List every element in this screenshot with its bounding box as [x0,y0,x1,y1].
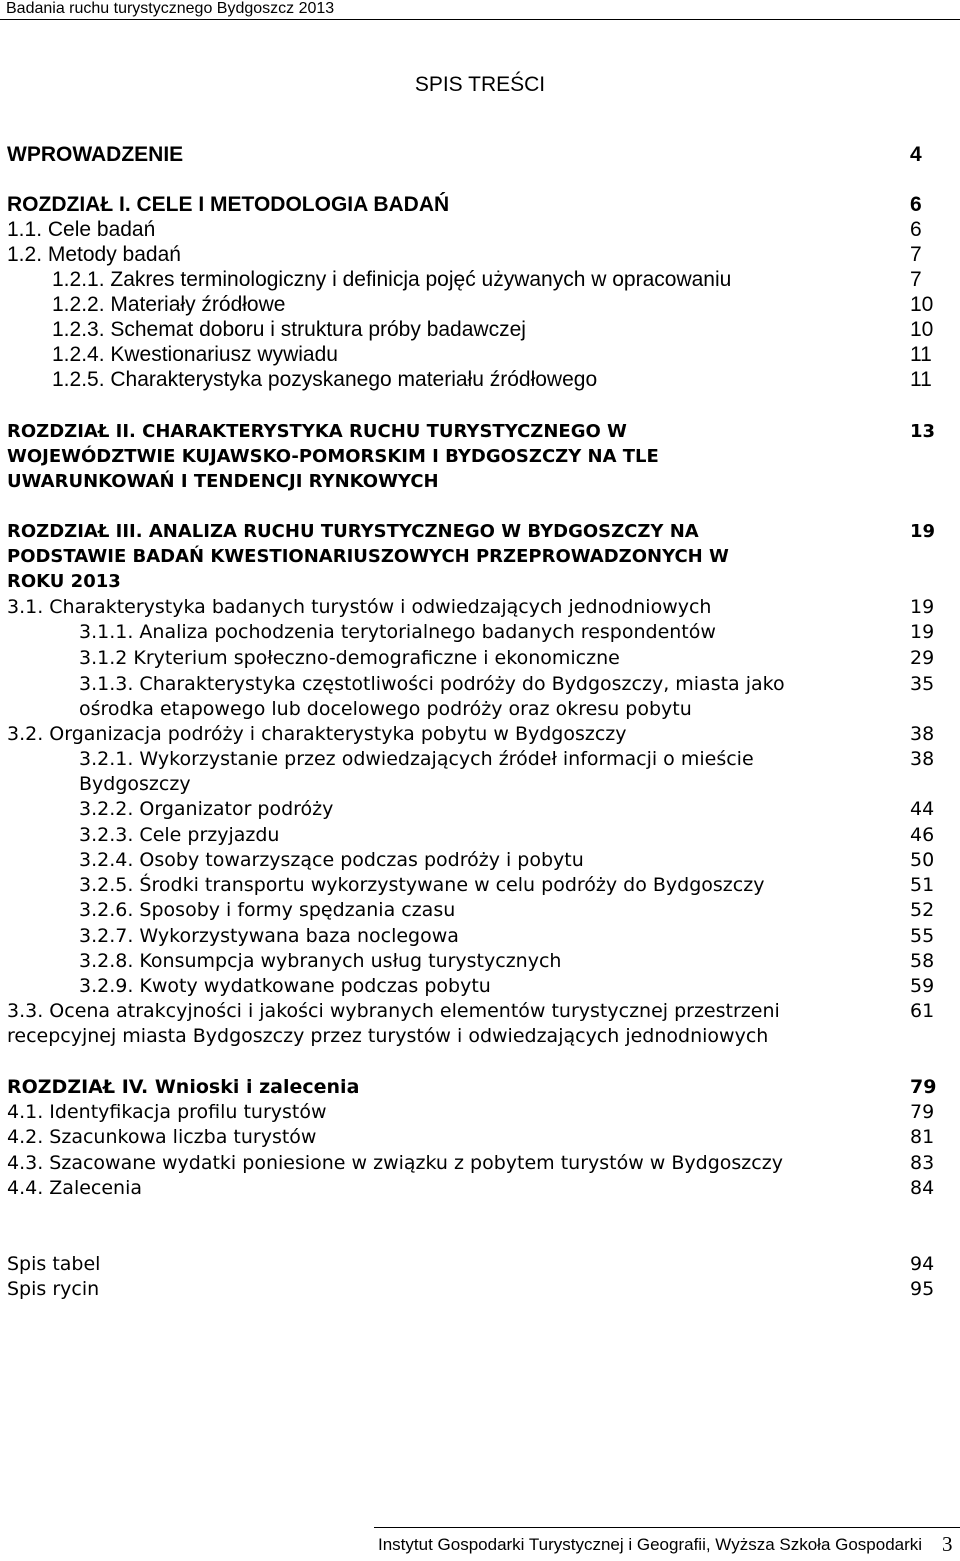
toc-entry-title: 1.2.1. Zakres terminologiczny i definicja pojęć używanych w opracowaniu [52,268,732,291]
toc-entry-page: 7 [910,243,922,266]
toc-entry-page: 10 [910,293,934,316]
toc-entry-title: 3.1. Charakterystyka badanych turystów i odwiedzających jednodniowych [7,596,712,618]
toc-entry-page: 51 [910,874,935,896]
toc-entry-title: 3.2.1. Wykorzystanie przez odwiedzających źródeł informacji o mieście Bydgoszczy [79,748,754,795]
toc-entry-page: 7 [910,268,922,291]
toc-entry-title: 3.1.3. Charakterystyka częstotliwości podróży do Bydgoszczy, miasta jako ośrodka etapowego lub docelowego podróży oraz okresu pobytu [79,673,785,720]
toc-entry-page: 83 [910,1152,935,1174]
page-title: SPIS TREŚCI [414,73,546,96]
toc-entry-title: 3.2.4. Osoby towarzyszące podczas podróży i pobytu [79,849,584,871]
toc-entry-title: 3.1.1. Analiza pochodzenia terytorialnego badanych respondentów [79,621,716,643]
toc-entry-title: 1.2.2. Materiały źródłowe [52,293,286,316]
toc-entry-page: 10 [910,318,934,341]
toc-entry-title: WPROWADZENIE [7,143,184,166]
footer-rule [374,1527,960,1528]
toc-entry-title: 4.4. Zalecenia [7,1177,143,1199]
toc-entry-title: 3.1.2 Kryterium społeczno-demograficzne i ekonomiczne [79,647,620,669]
toc-entry-page: 6 [910,218,922,241]
toc-entry-title: 4.1. Identyfikacja profilu turystów [7,1101,327,1123]
toc-entry-title: 1.2.5. Charakterystyka pozyskanego materiału źródłowego [52,368,598,391]
toc-entry-title: 1.2.3. Schemat doboru i struktura próby badawczej [52,318,526,341]
toc-entry-title: 3.2.9. Kwoty wydatkowane podczas pobytu [79,975,491,997]
toc-entry-title: 1.2.4. Kwestionariusz wywiadu [52,343,338,366]
header-rule [0,19,960,20]
toc-entry-page: 38 [910,723,935,745]
toc-entry-title: Spis rycin [7,1278,100,1300]
toc-entry-page: 19 [910,596,935,618]
toc-entry-title: 3.2.7. Wykorzystywana baza noclegowa [79,925,459,947]
toc-entry-page: 46 [910,824,935,846]
toc-entry-page: 50 [910,849,935,871]
toc-entry-page: 19 [910,621,935,643]
toc-entry-page: 59 [910,975,935,997]
toc-entry-page: 79 [910,1076,937,1098]
toc-entry-title: 3.2.8. Konsumpcja wybranych usług turystycznych [79,950,562,972]
toc-entry-title: ROZDZIAŁ IV. Wnioski i zalecenia [7,1076,360,1098]
toc-entry-page: 79 [910,1101,935,1123]
toc-entry-title: 1.1. Cele badań [7,218,156,241]
toc-entry-page: 94 [910,1253,935,1275]
toc-entry-title: 1.2. Metody badań [7,243,181,266]
toc-entry-title: 3.2.5. Środki transportu wykorzystywane w celu podróży do Bydgoszczy [79,874,765,896]
toc-entry-title: 3.2.2. Organizator podróży [79,798,334,820]
toc-entry-title: 3.2.3. Cele przyjazdu [79,824,280,846]
toc-entry-page: 95 [910,1278,935,1300]
toc-entry-page: 61 [910,1000,935,1022]
toc-entry-title: 3.2. Organizacja podróży i charakterystyka pobytu w Bydgoszczy [7,723,627,745]
toc-entry-page: 58 [910,950,935,972]
toc-entry-page: 55 [910,925,935,947]
toc-entry-title: ROZDZIAŁ I. CELE I METODOLOGIA BADAŃ [7,193,450,216]
running-header: Badania ruchu turystycznego Bydgoszcz 2013 [6,0,335,17]
footer-institution: Instytut Gospodarki Turystycznej i Geografii, Wyższa Szkoła Gospodarki [378,1535,923,1554]
toc-entry-title: 3.3. Ocena atrakcyjności i jakości wybranych elementów turystycznej przestrzeni recepcyjnej miasta Bydgoszczy przez turystów i odwiedzających jednodniowych [7,1000,780,1047]
toc-entry-page: 13 [910,421,936,442]
toc-entry-page: 29 [910,647,935,669]
toc-entry-page: 4 [910,143,922,166]
toc-entry-title: Spis tabel [7,1253,101,1275]
toc-entry-page: 19 [910,521,936,542]
toc-entry-page: 81 [910,1126,935,1148]
toc-entry-title: 3.2.6. Sposoby i formy spędzania czasu [79,899,456,921]
toc-entry-title: 4.3. Szacowane wydatki poniesione w związku z pobytem turystów w Bydgoszczy [7,1152,783,1174]
toc-entry-title: 4.2. Szacunkowa liczba turystów [7,1126,317,1148]
toc-entry-page: 52 [910,899,935,921]
toc-entry-page: 6 [910,193,922,216]
toc-entry-title: ROZDZIAŁ III. ANALIZA RUCHU TURYSTYCZNEGO W BYDGOSZCZY NA PODSTAWIE BADAŃ KWESTIONARIUSZOWYCH PRZEPROWADZONYCH W ROKU 2013 [7,521,729,592]
toc-entry-page: 44 [910,798,935,820]
toc-entry-page: 38 [910,748,935,770]
footer-page-number: 3 [942,1532,953,1556]
toc-entry-page: 84 [910,1177,935,1199]
toc-entry-page: 11 [910,368,932,391]
toc-entry-title: ROZDZIAŁ II. CHARAKTERYSTYKA RUCHU TURYSTYCZNEGO W WOJEWÓDZTWIE KUJAWSKO-POMORSKIM I BYDGOSZCZY NA TLE UWARUNKOWAŃ I TENDENCJI RYNKOWYCH [7,421,659,492]
toc-entry-page: 11 [910,343,932,366]
toc-entry-page: 35 [910,673,935,695]
